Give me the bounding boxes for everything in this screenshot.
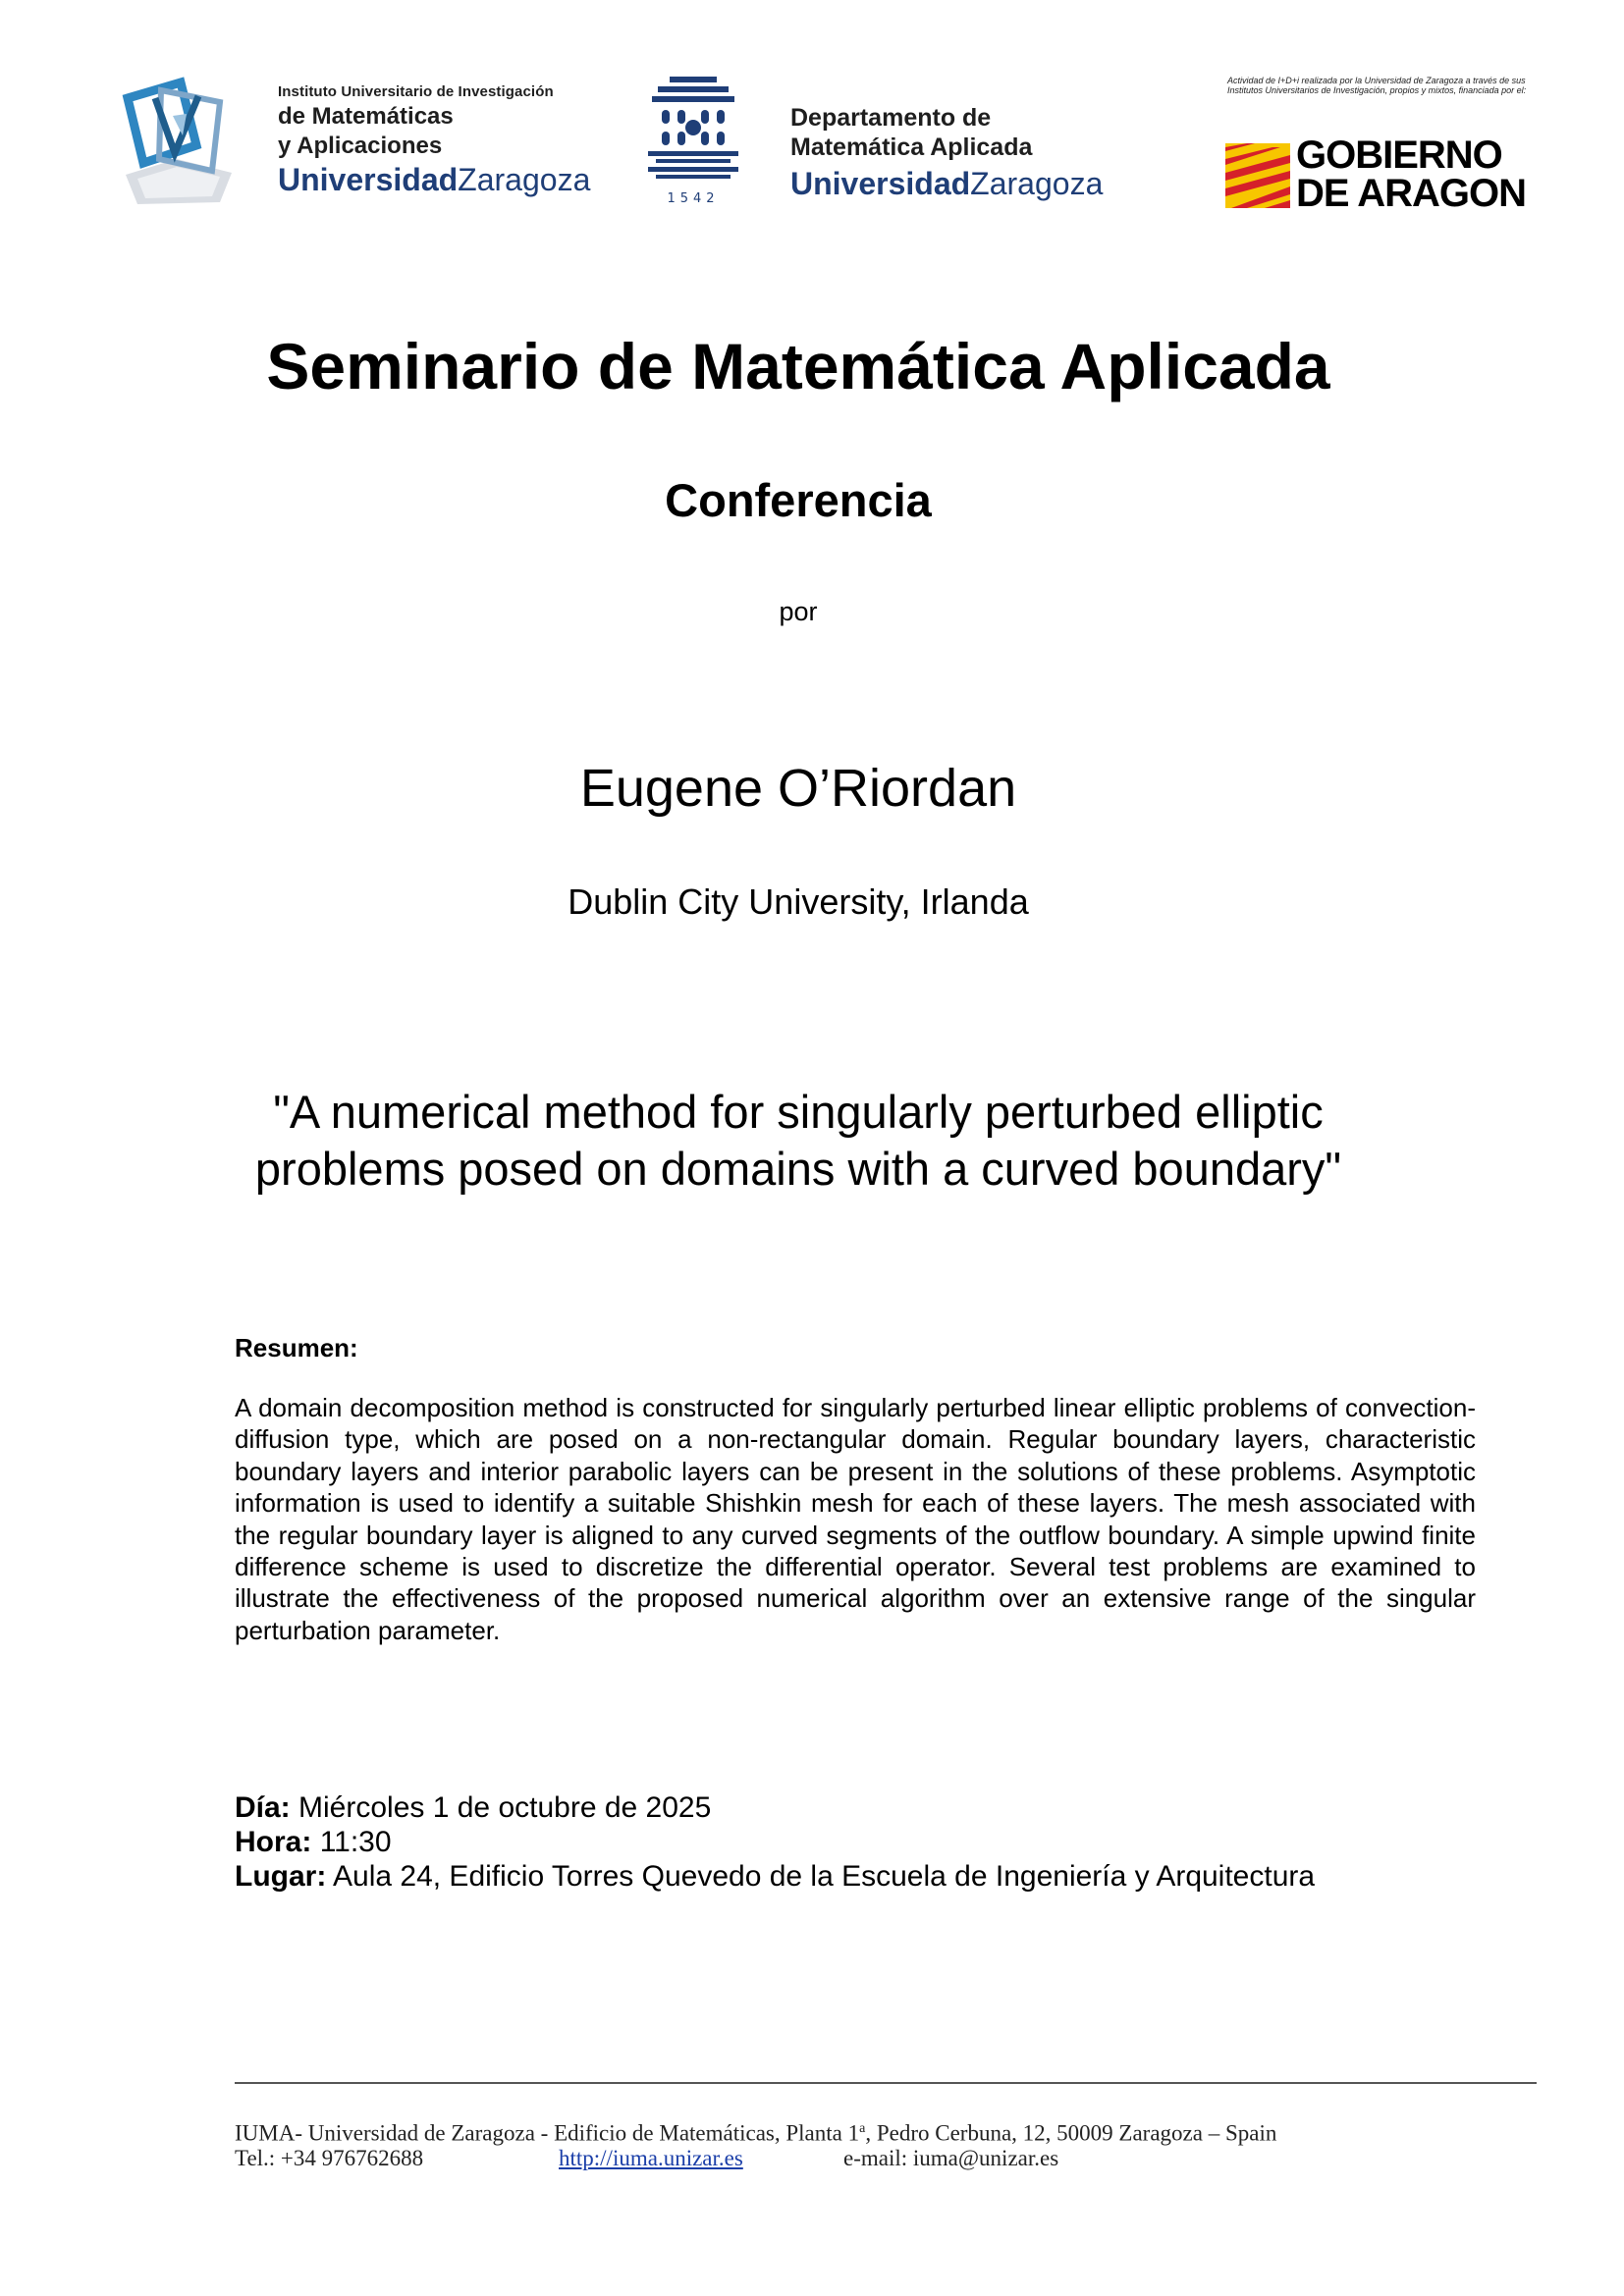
university-bold: Universidad <box>790 166 971 201</box>
university-regular: Zaragoza <box>458 162 591 197</box>
place-row <box>235 1859 1315 1894</box>
gobierno-line-1: GOBIERNO <box>1296 133 1502 177</box>
date-row <box>235 1790 1315 1825</box>
place-value: Aula 24, Edificio Torres Quevedo de la Escuela de Ingeniería y Arquitectura <box>333 1860 1316 1893</box>
time-row <box>235 1825 1315 1859</box>
date-label: Día: <box>235 1791 291 1824</box>
address-part-1: IUMA- Universidad de Zaragoza - Edificio de Matemáticas, Planta 1 <box>235 2120 860 2146</box>
page-title: Seminario de Matemática Aplicada <box>266 330 1330 402</box>
footer-phone: Tel.: +34 976762688 <box>235 2146 424 2170</box>
address-superscript: a <box>859 2121 866 2136</box>
gobierno-aragon-logo-text <box>1296 133 1526 216</box>
talk-title-line-1: "A numerical method for singularly perturbed elliptic <box>273 1086 1324 1138</box>
university-bold: Universidad <box>278 162 459 197</box>
seal-year: 1542 <box>667 191 720 206</box>
dept-logo-text <box>790 106 1103 199</box>
iuma-name-line-2: de Matemáticas <box>278 103 454 130</box>
dept-name-line-2: Matemática Aplicada <box>790 133 1033 161</box>
abstract-label: Resumen: <box>235 1333 358 1362</box>
footer-contact <box>235 2144 1276 2173</box>
footer-email: e-mail: iuma@unizar.es <box>843 2146 1059 2170</box>
iuma-university-name <box>278 164 590 195</box>
talk-title <box>0 1084 1610 1198</box>
footer-address <box>235 2114 1276 2144</box>
event-details <box>235 1790 1315 1894</box>
date-value: Miércoles 1 de octubre de 2025 <box>298 1791 712 1824</box>
dept-university-name <box>790 168 1103 199</box>
by-label: por <box>779 597 818 626</box>
iuma-logo-icon <box>118 77 238 206</box>
iuma-name-line-3: y Aplicaciones <box>278 133 443 159</box>
time-value: 11:30 <box>319 1826 392 1858</box>
footer-divider <box>235 2082 1537 2084</box>
footer-website-link[interactable]: http://iuma.unizar.es <box>559 2146 743 2170</box>
abstract-text: A domain decomposition method is constructed for singularly perturbed linear elliptic problems of convection-diffusion type, which are posed on a non-rectangular domain. Regular boundary layers, characteristic boundary layers and interior parabolic layers can be present in the solutions of these problems. Asymptotic information is used to identify a suitable Shishkin mesh for each of these layers. The mesh associated with the regular boundary layer is aligned to any curved segments of the outflow boundary. A simple upwind finite difference scheme is used to discretize the differential operator. Several test problems are examined to illustrate the effectiveness of the proposed numerical algorithm over an extensive range of the singular perturbation parameter. <box>235 1393 1476 1645</box>
footer <box>235 2114 1276 2173</box>
iuma-logo-text <box>278 84 590 195</box>
dept-name-line-1: Departamento de <box>790 104 992 132</box>
event-type: Conferencia <box>665 474 932 526</box>
speaker-name: Eugene O’Riordan <box>579 759 1017 818</box>
talk-title-line-2: problems posed on domains with a curved boundary" <box>254 1143 1342 1195</box>
gobierno-line-2: DE ARAGON <box>1296 172 1526 216</box>
speaker-affiliation: Dublin City University, Irlanda <box>568 881 1029 922</box>
funding-note: Actividad de I+D+i realizada por la Universidad de Zaragoza a través de sus Institutos Universitarios de Investigación, propios y mixtos, financiada por el: <box>1227 76 1527 96</box>
time-label: Hora: <box>235 1826 312 1858</box>
aragon-flag-icon <box>1225 143 1290 208</box>
iuma-name-line-1: Instituto Universitario de Investigación <box>278 83 554 100</box>
unizar-seal-icon <box>648 77 738 208</box>
university-regular: Zaragoza <box>970 166 1104 201</box>
address-part-2: , Pedro Cerbuna, 12, 50009 Zaragoza – Spain <box>865 2120 1277 2146</box>
place-label: Lugar: <box>235 1860 327 1893</box>
